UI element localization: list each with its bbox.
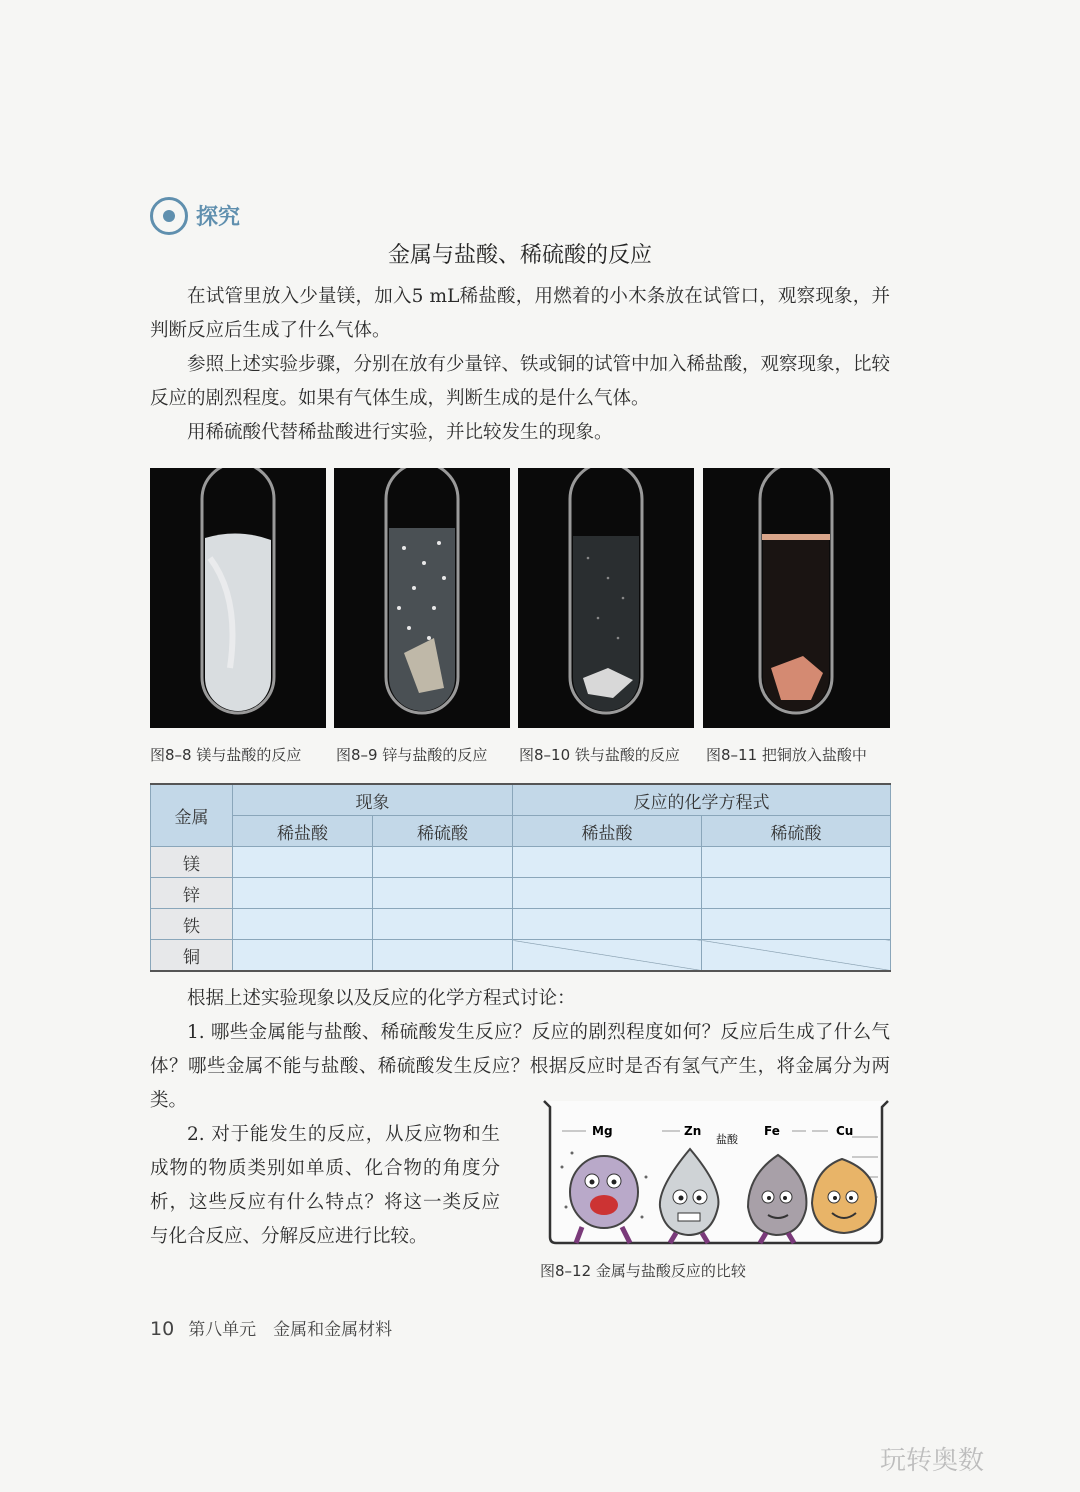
table-cell: [373, 940, 513, 972]
table-row: [151, 847, 891, 878]
question-text: 2. 对于能发生的反应，从反应物和生成物的物质类别如单质、化合物的角度分析，这些反应有什么特点？将这一类反应与化合反应、分解反应进行比较。: [150, 1124, 500, 1247]
table-cell: [513, 847, 702, 878]
table-cell: [702, 878, 891, 909]
table-row: [151, 940, 891, 972]
table-cell: [233, 847, 373, 878]
photo-zinc: [334, 468, 510, 728]
page-footer: [150, 1315, 392, 1340]
label-acid: 盐酸: [716, 1133, 738, 1146]
page-number: 10: [150, 1318, 175, 1340]
table-cell: [702, 847, 891, 878]
discussion-q2: [150, 1118, 500, 1254]
photo-magnesium: [150, 468, 326, 728]
table-cell: [513, 878, 702, 909]
photo-copper: [703, 468, 890, 728]
unit-title: 第八单元 金属和金属材料: [188, 1320, 393, 1340]
table-cell: [373, 847, 513, 878]
table-cell-struck: [513, 940, 702, 972]
discussion-lead: [150, 982, 890, 1016]
metal-name: 镁: [151, 847, 233, 878]
intro-text: [150, 280, 890, 450]
figure-caption: 图8–8 镁与盐酸的反应: [150, 746, 302, 764]
metal-name: 铁: [151, 909, 233, 940]
sub-header: 稀盐酸: [233, 816, 373, 847]
section-label: 探究: [196, 205, 241, 230]
figure-caption: 图8–9 锌与盐酸的反应: [336, 746, 488, 764]
table-cell: [702, 909, 891, 940]
target-circle-icon: [150, 197, 188, 235]
table-cell: [373, 909, 513, 940]
equation-header: 反应的化学方程式: [513, 784, 891, 816]
table-cell-struck: [702, 940, 891, 972]
metal-header: 金属: [151, 784, 233, 847]
beaker-illustration: [542, 1097, 890, 1269]
discussion-lead-text: 根据上述实验现象以及反应的化学方程式讨论：: [187, 988, 576, 1009]
intro-paragraph: 用稀硫酸代替稀盐酸进行实验，并比较发生的现象。: [187, 422, 613, 443]
page-title: 金属与盐酸、稀硫酸的反应: [387, 243, 652, 268]
figure-caption: 图8–11 把铜放入盐酸中: [706, 746, 867, 764]
photo-iron: [518, 468, 694, 728]
figure-caption: 图8–10 铁与盐酸的反应: [519, 746, 680, 764]
label-fe: Fe: [764, 1124, 780, 1138]
table-cell: [233, 909, 373, 940]
sub-header: 稀硫酸: [702, 816, 891, 847]
sub-header: 稀盐酸: [513, 816, 702, 847]
label-mg: Mg: [592, 1124, 613, 1138]
intro-paragraph: 在试管里放入少量镁，加入5 mL稀盐酸，用燃着的小木条放在试管口，观察现象，并判断反应后生成了什么气体。: [150, 286, 890, 341]
watermark: 玩转奥数: [880, 1446, 985, 1476]
intro-paragraph: 参照上述实验步骤，分别在放有少量锌、铁或铜的试管中加入稀盐酸，观察现象，比较反应的剧烈程度。如果有气体生成，判断生成的是什么气体。: [150, 354, 891, 409]
metal-name: 铜: [151, 940, 233, 972]
question-text: 1. 哪些金属能与盐酸、稀硫酸发生反应？反应的剧烈程度如何？反应后生成了什么气体？哪些金属不能与盐酸、稀硫酸发生反应？根据反应时是否有氢气产生，将金属分为两类。: [150, 1022, 890, 1111]
metal-name: 锌: [151, 878, 233, 909]
table-row: [151, 909, 891, 940]
table-cell: [233, 940, 373, 972]
label-zn: Zn: [684, 1124, 702, 1138]
results-table: [150, 783, 891, 972]
phenomenon-header: 现象: [233, 784, 513, 816]
label-cu: Cu: [836, 1124, 854, 1138]
table-cell: [233, 878, 373, 909]
table-cell: [513, 909, 702, 940]
table-cell: [373, 878, 513, 909]
sub-header: 稀硫酸: [373, 816, 513, 847]
figure-caption: 图8–12 金属与盐酸反应的比较: [540, 1262, 746, 1280]
table-row: [151, 878, 891, 909]
